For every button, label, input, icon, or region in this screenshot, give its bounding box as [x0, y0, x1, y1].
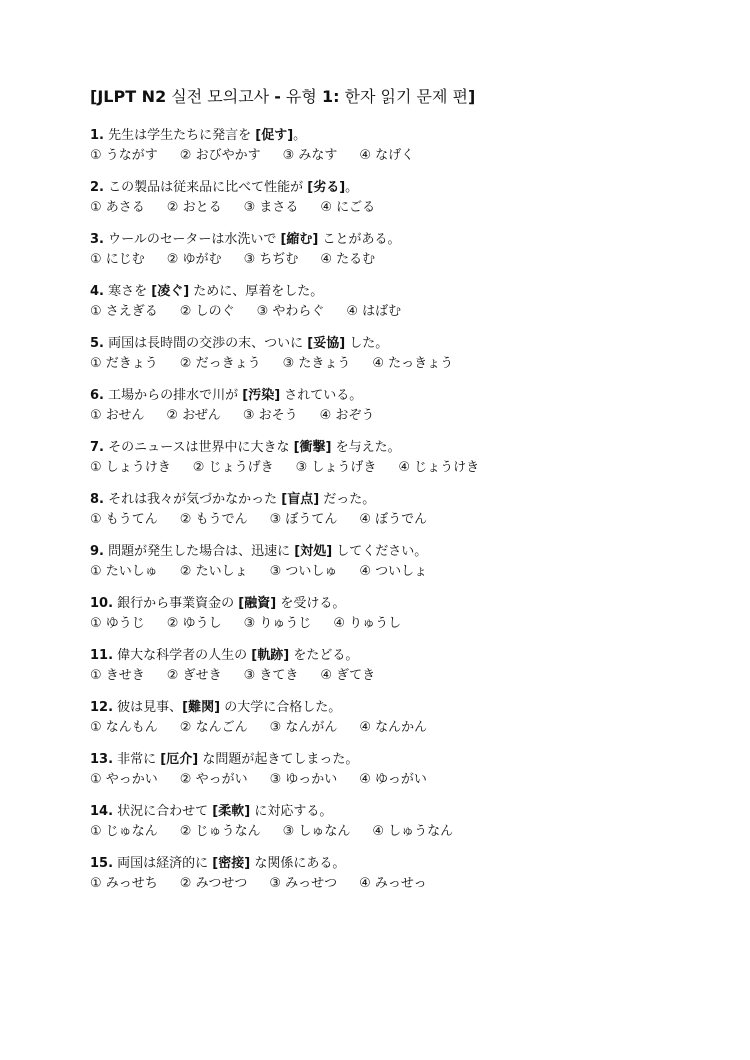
question-item: [90, 230, 710, 282]
choice-4: ④ しゅうなん: [372, 824, 454, 839]
question-item: [90, 282, 710, 334]
choice-4: ④ ゆっがい: [359, 772, 427, 787]
question-item: [90, 854, 710, 906]
choice-4: ④ じょうけき: [398, 460, 480, 475]
answer-choices: [90, 562, 710, 582]
question-text: [90, 750, 710, 770]
choice-1: ① うながす: [90, 148, 158, 163]
choice-1: ① みっせち: [90, 876, 158, 891]
choice-3: ③ たきょう: [282, 356, 351, 371]
question-number: 8.: [90, 492, 104, 507]
question-text-before: この製品は従来品に比べて性能が: [103, 180, 308, 195]
choice-3: ③ みなす: [282, 148, 338, 163]
choice-1: ① やっかい: [90, 772, 158, 787]
question-text-after: をたどる。: [289, 648, 359, 663]
question-text-after: してください。: [332, 544, 428, 559]
question-text-before: 工場からの排水で川が: [103, 388, 243, 403]
question-text: [90, 178, 710, 198]
question-target-word: [汚染]: [242, 388, 281, 403]
question-text-after: を受ける。: [276, 596, 346, 611]
choice-1: ① しょうけき: [90, 460, 171, 475]
question-list: [90, 126, 710, 906]
title-close: ]: [468, 87, 476, 106]
question-target-word: [軌跡]: [251, 648, 290, 663]
question-target-word: [衝撃]: [293, 440, 332, 455]
question-target-word: [対処]: [294, 544, 333, 559]
choice-3: ③ みっせつ: [269, 876, 338, 891]
answer-choices: [90, 510, 710, 530]
choice-4: ④ ついしょ: [359, 564, 428, 579]
question-text-after: に対応する。: [250, 804, 333, 819]
title-type-number: 1:: [321, 87, 340, 106]
choice-2: ② ゆがむ: [166, 252, 222, 267]
question-text-after: の大学に合格した。: [220, 700, 342, 715]
question-text-after: されている。: [280, 388, 363, 403]
question-item: [90, 594, 710, 646]
question-text: [90, 126, 710, 146]
question-number: 5.: [90, 336, 104, 351]
question-text-after: ために、厚着をした。: [189, 284, 324, 299]
title-dash: -: [274, 87, 281, 106]
choice-3: ③ なんがん: [269, 720, 338, 735]
choice-4: ④ たっきょう: [372, 356, 454, 371]
answer-choices: [90, 614, 710, 634]
choice-2: ② おとる: [166, 200, 222, 215]
choice-2: ② やっがい: [179, 772, 248, 787]
question-number: 15.: [90, 856, 114, 871]
question-text-after: ことがある。: [318, 232, 401, 247]
choice-2: ② ゆうし: [166, 616, 222, 631]
question-number: 7.: [90, 440, 104, 455]
answer-choices: [90, 250, 710, 270]
question-number: 10.: [90, 596, 114, 611]
question-text-before: 銀行から事業資金の: [113, 596, 239, 611]
question-item: [90, 750, 710, 802]
question-text: [90, 490, 710, 510]
question-text-before: そのニュースは世界中に大きな: [103, 440, 294, 455]
choice-4: ④ なんかん: [359, 720, 428, 735]
question-number: 3.: [90, 232, 104, 247]
choice-2: ② しのぐ: [179, 304, 235, 319]
question-item: [90, 334, 710, 386]
question-text: [90, 802, 710, 822]
choice-1: ① あさる: [90, 200, 145, 215]
question-target-word: [融資]: [238, 596, 277, 611]
question-target-word: [妥協]: [307, 336, 346, 351]
question-text-before: それは我々が気づかなかった: [103, 492, 282, 507]
question-text-before: 偉大な科学者の人生の: [113, 648, 252, 663]
choice-4: ④ はばむ: [346, 304, 402, 319]
choice-3: ③ ゆっかい: [269, 772, 338, 787]
question-item: [90, 698, 710, 750]
choice-4: ④ ぼうでん: [359, 512, 428, 527]
question-target-word: [厄介]: [160, 752, 199, 767]
choice-3: ③ おそう: [242, 408, 298, 423]
title-rest: 한자 읽기 문제 편: [339, 87, 469, 106]
answer-choices: [90, 874, 710, 894]
question-item: [90, 490, 710, 542]
document-page: [90, 86, 710, 906]
question-text-after: な問題が起きてしまった。: [198, 752, 359, 767]
choice-4: ④ みっせっ: [359, 876, 427, 891]
answer-choices: [90, 822, 710, 842]
choice-1: ① じゅなん: [90, 824, 158, 839]
choice-1: ① たいしゅ: [90, 564, 158, 579]
question-item: [90, 438, 710, 490]
choice-1: ① にじむ: [90, 252, 145, 267]
choice-1: ① おせん: [90, 408, 145, 423]
question-text: [90, 594, 710, 614]
question-number: 14.: [90, 804, 114, 819]
choice-3: ③ まさる: [243, 200, 299, 215]
answer-choices: [90, 718, 710, 738]
choice-4: ④ おぞう: [319, 408, 375, 423]
title-middle: 실전 모의고사: [166, 87, 275, 106]
question-text-after: 。: [345, 180, 359, 195]
question-text-before: 先生は学生たちに発言を: [103, 128, 256, 143]
choice-2: ② おぜん: [166, 408, 221, 423]
choice-2: ② もうでん: [179, 512, 248, 527]
question-target-word: [難関]: [182, 700, 221, 715]
answer-choices: [90, 458, 710, 478]
choice-2: ② なんごん: [179, 720, 248, 735]
question-text-after: な関係にある。: [250, 856, 346, 871]
choice-3: ③ ついしゅ: [269, 564, 338, 579]
question-text-before: 両国は長時間の交渉の末、ついに: [103, 336, 308, 351]
choice-4: ④ りゅうし: [333, 616, 402, 631]
question-item: [90, 542, 710, 594]
question-text-before: 両国は経済的に: [113, 856, 213, 871]
question-item: [90, 178, 710, 230]
question-target-word: [柔軟]: [212, 804, 251, 819]
question-text-after: 。: [293, 128, 307, 143]
question-target-word: [凌ぐ]: [151, 284, 190, 299]
choice-2: ② たいしょ: [179, 564, 248, 579]
question-text: [90, 542, 710, 562]
choice-2: ② じゅうなん: [179, 824, 261, 839]
choice-1: ① さえぎる: [90, 304, 158, 319]
answer-choices: [90, 770, 710, 790]
question-number: 2.: [90, 180, 104, 195]
answer-choices: [90, 354, 710, 374]
choice-2: ② みつせつ: [179, 876, 248, 891]
question-text-before: ウールのセーターは水洗いで: [103, 232, 281, 247]
page-title: [90, 86, 710, 108]
question-text: [90, 698, 710, 718]
choice-1: ① なんもん: [90, 720, 158, 735]
question-text: [90, 854, 710, 874]
question-target-word: [縮む]: [280, 232, 319, 247]
question-text: [90, 386, 710, 406]
choice-1: ① だきょう: [90, 356, 158, 371]
choice-3: ③ ちぢむ: [243, 252, 299, 267]
question-number: 1.: [90, 128, 104, 143]
choice-3: ③ ぼうてん: [269, 512, 338, 527]
question-text: [90, 230, 710, 250]
question-text-after: した。: [345, 336, 389, 351]
question-text-after: を与えた。: [331, 440, 401, 455]
choice-2: ② おびやかす: [179, 148, 261, 163]
answer-choices: [90, 666, 710, 686]
question-text-after: だった。: [319, 492, 376, 507]
question-number: 6.: [90, 388, 104, 403]
question-number: 4.: [90, 284, 104, 299]
choice-2: ② だっきょう: [179, 356, 261, 371]
question-text-before: 寒さを: [103, 284, 152, 299]
choice-3: ③ りゅうじ: [243, 616, 312, 631]
answer-choices: [90, 146, 710, 166]
answer-choices: [90, 302, 710, 322]
question-text-before: 彼は見事、: [113, 700, 183, 715]
question-number: 11.: [90, 648, 114, 663]
question-text: [90, 646, 710, 666]
question-item: [90, 126, 710, 178]
question-text: [90, 334, 710, 354]
title-type-label: 유형: [280, 87, 322, 106]
question-text-before: 問題が発生した場合は、迅速に: [103, 544, 295, 559]
choice-3: ③ やわらぐ: [256, 304, 325, 319]
choice-4: ④ なげく: [359, 148, 415, 163]
choice-2: ② ぎせき: [166, 668, 222, 683]
question-item: [90, 386, 710, 438]
question-number: 9.: [90, 544, 104, 559]
choice-1: ① ゆうじ: [90, 616, 145, 631]
question-text-before: 非常に: [113, 752, 161, 767]
choice-3: ③ しょうげき: [295, 460, 377, 475]
question-number: 13.: [90, 752, 114, 767]
question-text-before: 状況に合わせて: [113, 804, 213, 819]
answer-choices: [90, 406, 710, 426]
question-text: [90, 282, 710, 302]
choice-1: ① きせき: [90, 668, 145, 683]
question-target-word: [密接]: [212, 856, 251, 871]
choice-4: ④ たるむ: [320, 252, 376, 267]
title-prefix: [JLPT N2: [90, 87, 167, 106]
question-target-word: [促す]: [255, 128, 294, 143]
question-target-word: [劣る]: [307, 180, 346, 195]
question-number: 12.: [90, 700, 114, 715]
question-text: [90, 438, 710, 458]
question-item: [90, 802, 710, 854]
choice-2: ② じょうげき: [192, 460, 274, 475]
choice-3: ③ きてき: [243, 668, 299, 683]
choice-1: ① もうてん: [90, 512, 158, 527]
choice-3: ③ しゅなん: [282, 824, 351, 839]
question-target-word: [盲点]: [281, 492, 320, 507]
choice-4: ④ ぎてき: [320, 668, 376, 683]
choice-4: ④ にごる: [320, 200, 376, 215]
answer-choices: [90, 198, 710, 218]
question-item: [90, 646, 710, 698]
